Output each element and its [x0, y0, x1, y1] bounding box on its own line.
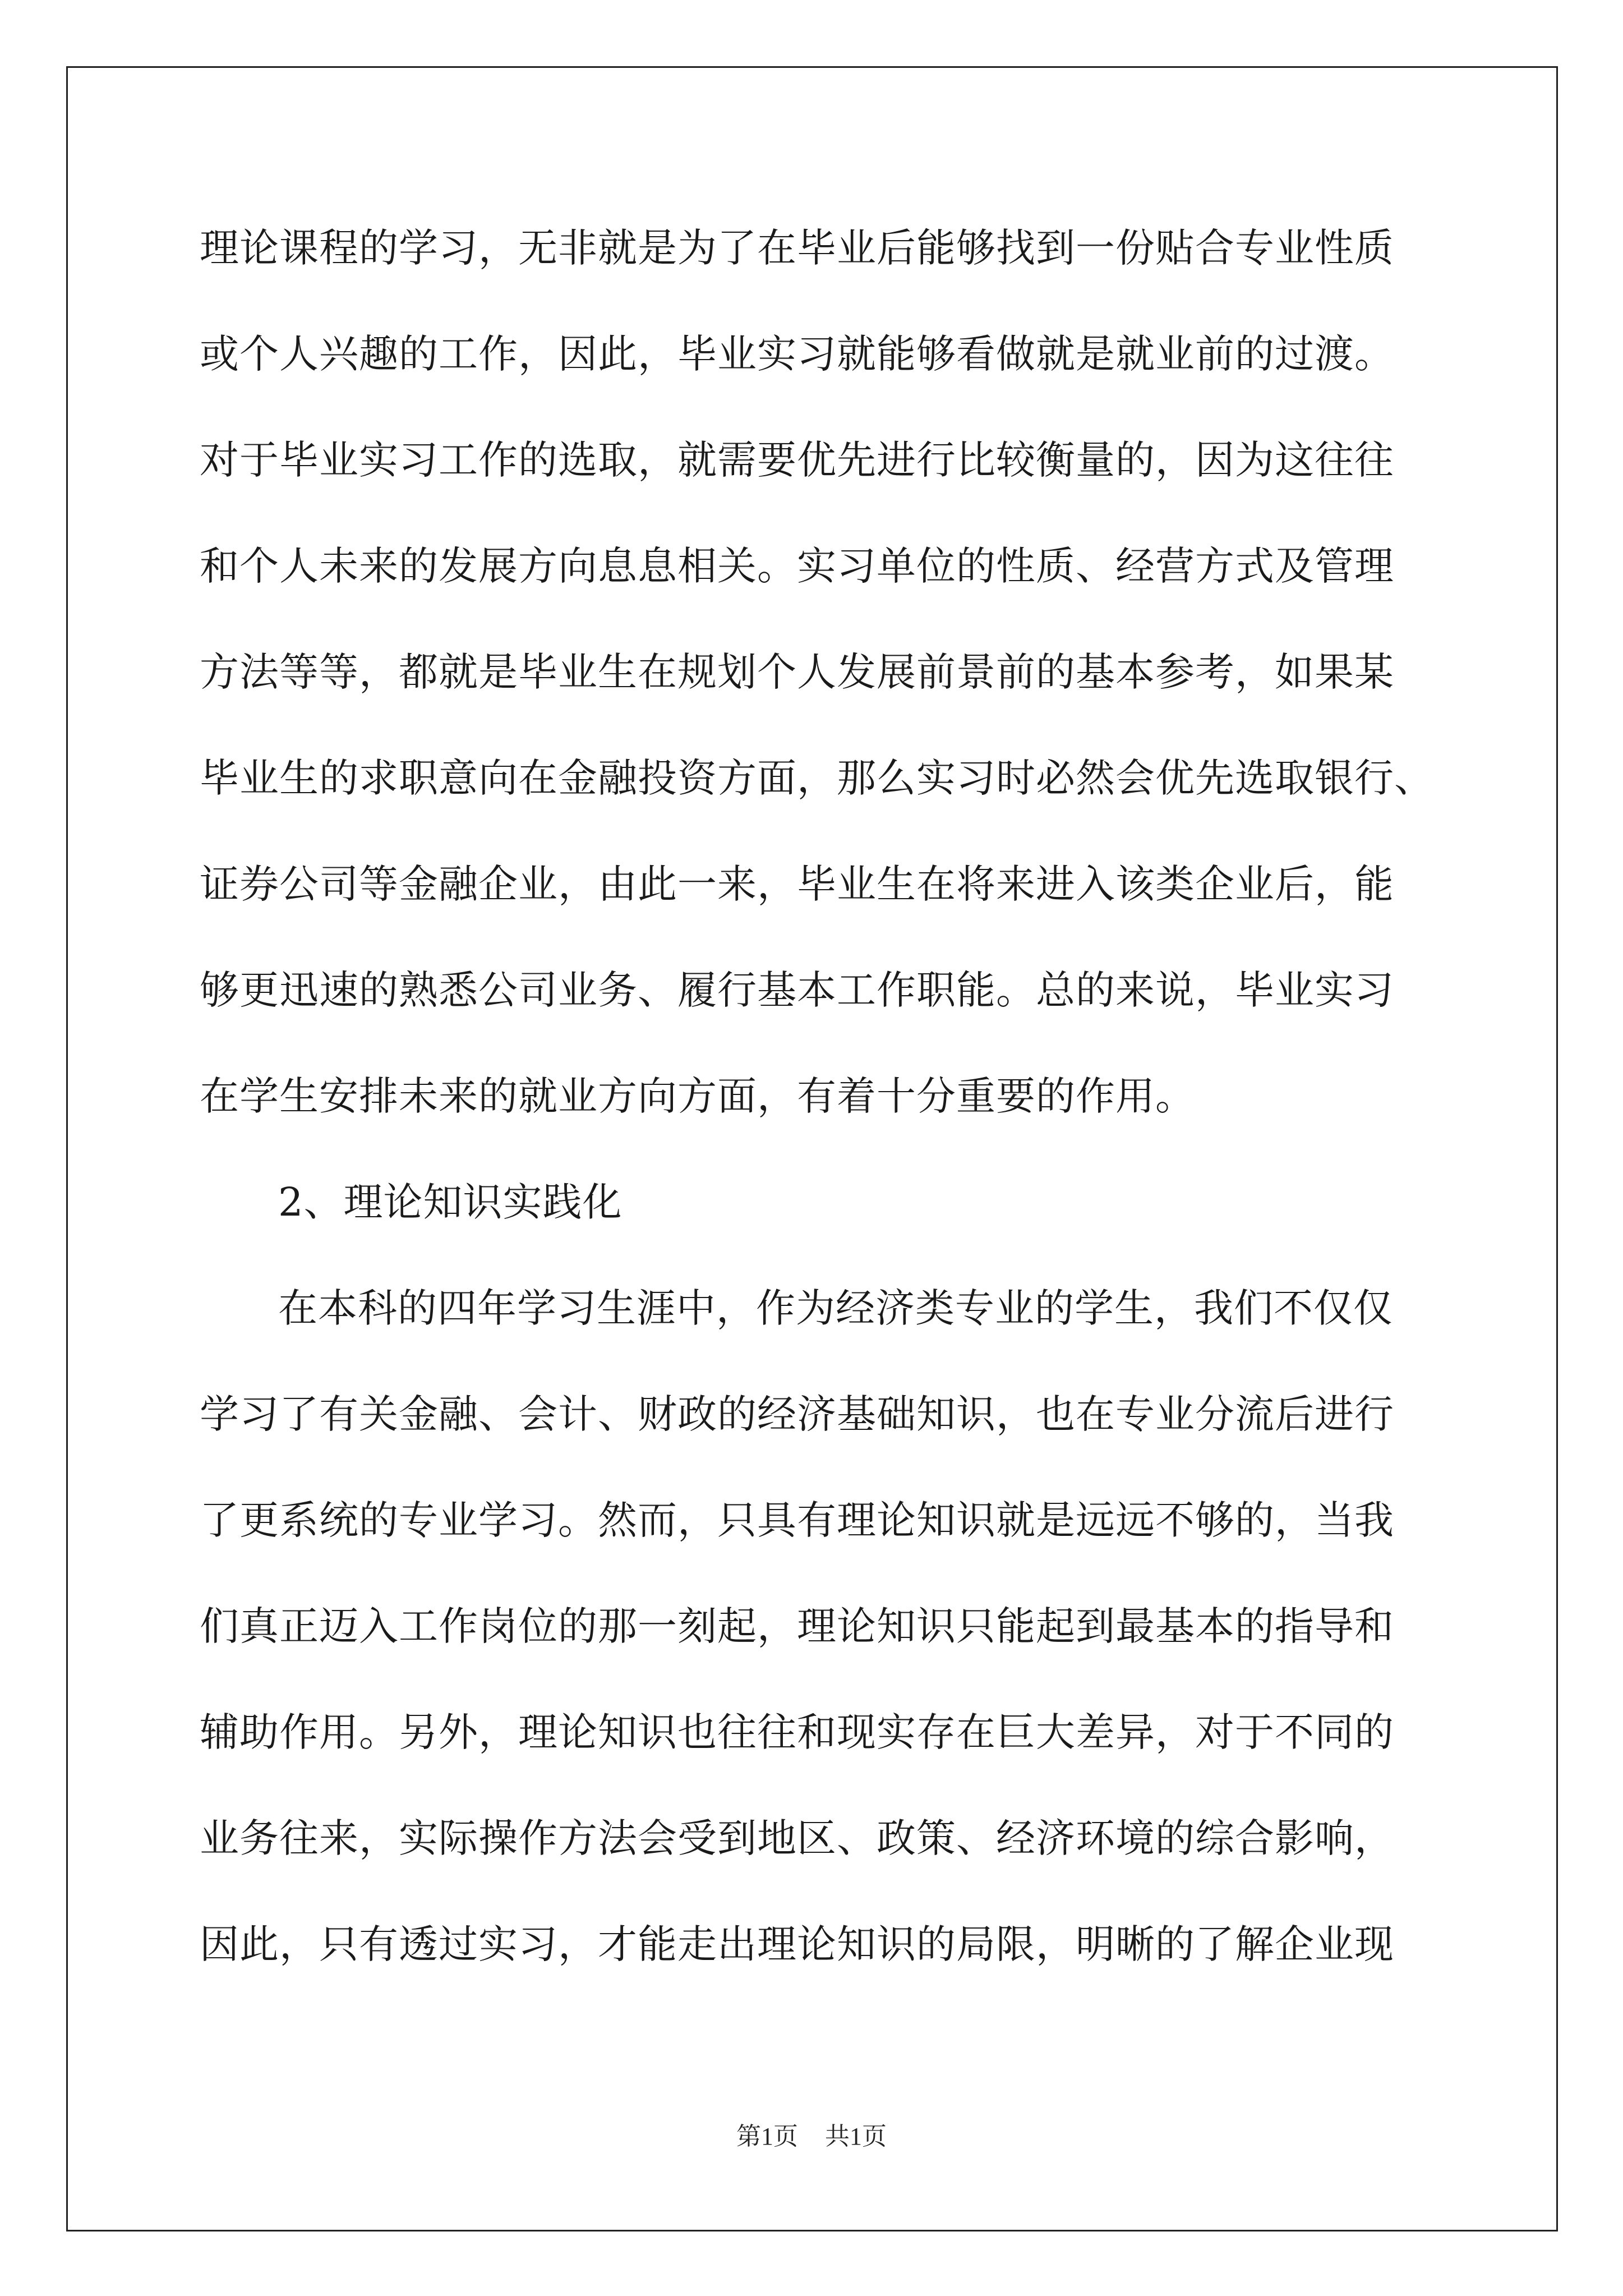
- paragraph-line: 方法等等，都就是毕业生在规划个人发展前景前的基本参考，如果某: [200, 649, 1394, 695]
- paragraph-line: 对于毕业实习工作的选取，就需要优先进行比较衡量的，因为这往往: [200, 437, 1394, 483]
- paragraph-line: 或个人兴趣的工作，因此，毕业实习就能够看做就是就业前的过渡。: [200, 331, 1394, 377]
- paragraph-line: 业务往来，实际操作方法会受到地区、政策、经济环境的综合影响，: [200, 1815, 1394, 1861]
- paragraph-line: 毕业生的求职意向在金融投资方面，那么实习时必然会优先选取银行、: [200, 755, 1434, 801]
- paragraph-line: 们真正迈入工作岗位的那一刻起，理论知识只能起到最基本的指导和: [200, 1603, 1394, 1649]
- paragraph-line: 够更迅速的熟悉公司业务、履行基本工作职能。总的来说，毕业实习: [200, 967, 1394, 1013]
- paragraph-line: 了更系统的专业学习。然而，只具有理论知识就是远远不够的，当我: [200, 1497, 1394, 1543]
- page-footer: [0, 2116, 1623, 2152]
- paragraph-line: 和个人未来的发展方向息息相关。实习单位的性质、经营方式及管理: [200, 543, 1394, 589]
- paragraph-line: 因此，只有透过实习，才能走出理论知识的局限，明晰的了解企业现: [200, 1921, 1394, 1967]
- paragraph-line: 在本科的四年学习生涯中，作为经济类专业的学生，我们不仅仅: [278, 1285, 1393, 1331]
- section-heading: 2、理论知识实践化: [278, 1179, 623, 1225]
- paragraph-line: 学习了有关金融、会计、财政的经济基础知识，也在专业分流后进行: [200, 1391, 1394, 1437]
- page-border: [66, 66, 1558, 2231]
- paragraph-line: 证券公司等金融企业，由此一来，毕业生在将来进入该类企业后，能: [200, 861, 1394, 907]
- paragraph-line: 辅助作用。另外，理论知识也往往和现实存在巨大差异，对于不同的: [200, 1709, 1394, 1755]
- paragraph-line: 理论课程的学习，无非就是为了在毕业后能够找到一份贴合专业性质: [200, 225, 1394, 271]
- page-number-current: 第1页: [736, 2123, 798, 2150]
- page-number-total: 共1页: [825, 2123, 887, 2150]
- paragraph-line: 在学生安排未来的就业方向方面，有着十分重要的作用。: [200, 1073, 1195, 1119]
